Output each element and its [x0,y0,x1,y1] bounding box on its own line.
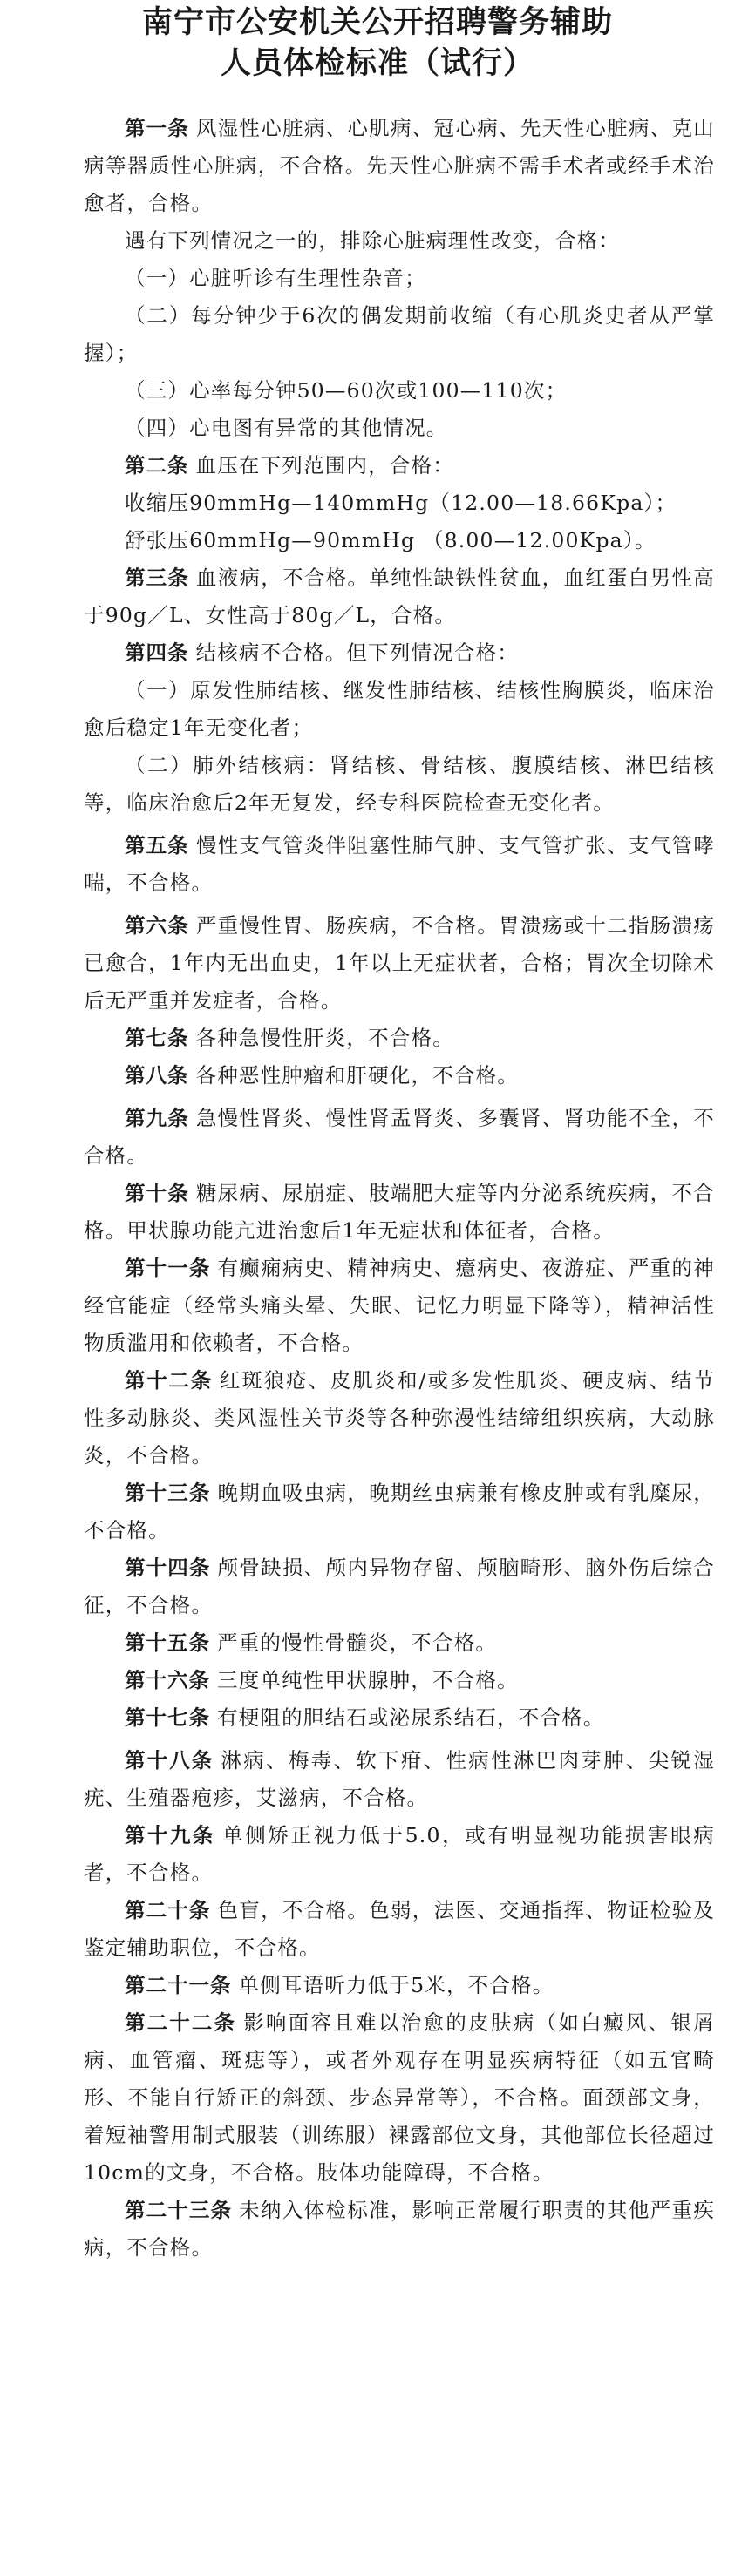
article-text: 结核病不合格。但下列情况合格： [195,641,519,665]
article-number: 第十条 [125,1181,189,1205]
article-number: 第六条 [125,913,189,938]
article-number: 第九条 [125,1106,189,1130]
article-text: 单侧矫正视力低于5.0，或有明显视功能损害眼病者，不合格。 [84,1823,716,1885]
article-text: 风湿性心脏病、心肌病、冠心病、先天性心脏病、克山病等器质性心脏病，不合格。先天性心脏病不需手术者或经手术治愈者，合格。 [84,116,715,215]
article-number: 第八条 [125,1063,189,1088]
document-body [84,110,715,2267]
article-number: 第十四条 [125,1556,211,1580]
list-paragraph [84,485,715,522]
article-text: 红斑狼疮、皮肌炎和/或多发性肌炎、硬皮病、结节性多动脉炎、类风湿性关节炎等各种弥漫性结缔组织疾病，大动脉炎，不合格。 [84,1368,715,1468]
article-paragraph [84,1549,715,1624]
article-number: 第七条 [125,1026,189,1050]
article-text: 未纳入体检标准，影响正常履行职责的其他严重疾病，不合格。 [84,2198,716,2260]
article-text: 色盲，不合格。色弱，法医、交通指挥、物证检验及鉴定辅助职位，不合格。 [84,1898,715,1960]
article-paragraph [84,1742,715,1817]
article-paragraph [84,1362,715,1474]
article-text: 有梗阻的胆结石或泌尿系结石，不合格。 [217,1705,605,1730]
article-paragraph [84,827,715,902]
article-text: 慢性支气管炎伴阻塞性肺气肿、支气管扩张、支气管哮喘，不合格。 [84,833,715,895]
article-text: 各种急慢性肝炎，不合格。 [195,1026,454,1050]
article-text: 舒张压60mmHg—90mmHg （8.00—12.00Kpa）。 [125,528,656,552]
article-number: 第十二条 [125,1368,213,1393]
list-paragraph [84,747,715,822]
article-paragraph [84,2004,715,2192]
article-number: 第一条 [125,116,189,140]
article-paragraph [84,1175,715,1250]
article-paragraph [84,1474,715,1549]
article-number: 第三条 [125,566,189,590]
article-text: 淋病、梅毒、软下疳、性病性淋巴肉芽肿、尖锐湿疣、生殖器疱疹，艾滋病，不合格。 [84,1748,715,1810]
article-paragraph [84,110,715,222]
article-text: 三度单纯性甲状腺肿，不合格。 [217,1668,519,1692]
article-text: （二）每分钟少于6次的偶发期前收缩（有心肌炎史者从严掌握）； [84,303,715,365]
article-number: 第二十三条 [125,2198,233,2222]
article-number: 第二十一条 [125,1973,232,1997]
article-text: （一）原发性肺结核、继发性肺结核、结核性胸膜炎，临床治愈后稳定1年无变化者； [84,678,715,740]
article-number: 第二十条 [125,1898,211,1922]
article-text: 影响面容且难以治愈的皮肤病（如白癜风、银屑病、血管瘤、斑痣等），或者外观存在明显疾病特征（如五官畸形、不能自行矫正的斜颈、步态异常等），不合格。面颈部文身，着短袖警用制式服装（训练服）裸露部位文身，其他部位长径超过10cm的文身，不合格。肢体功能障碍，不合格。 [84,2010,715,2185]
article-number: 第二条 [125,453,189,478]
article-text: 严重慢性胃、肠疾病，不合格。胃溃疡或十二指肠溃疡已愈合，1年内无出血史，1年以上无症状者，合格；胃次全切除术后无严重并发症者，合格。 [84,913,715,1013]
article-number: 第十七条 [125,1705,210,1730]
article-number: 第十六条 [125,1668,210,1692]
list-paragraph [84,222,715,260]
list-paragraph [84,260,715,297]
article-text: （二）肺外结核病：肾结核、骨结核、腹膜结核、淋巴结核等，临床治愈后2年无复发，经专科医院检查无变化者。 [84,753,715,815]
article-number: 第四条 [125,641,189,665]
article-text: 收缩压90mmHg—140mmHg（12.00—18.66Kpa）； [125,491,677,515]
article-text: 急慢性肾炎、慢性肾盂肾炎、多囊肾、肾功能不全，不合格。 [84,1106,715,1168]
article-paragraph [84,447,715,485]
article-text: 糖尿病、尿崩症、肢端肥大症等内分泌系统疾病，不合格。甲状腺功能亢进治愈后1年无症状和体征者，合格。 [84,1181,715,1243]
document-title [0,0,755,84]
list-paragraph [84,522,715,559]
article-text: 单侧耳语听力低于5米，不合格。 [238,1973,554,1997]
article-paragraph [84,1250,715,1362]
list-paragraph [84,672,715,747]
title-line-1: 南宁市公安机关公开招聘警务辅助 [141,4,613,40]
article-number: 第十五条 [125,1630,210,1655]
article-text: 颅骨缺损、颅内异物存留、颅脑畸形、脑外伤后综合征，不合格。 [84,1556,715,1617]
article-paragraph [84,1892,715,1967]
list-paragraph [84,297,715,372]
article-paragraph [84,1624,715,1662]
article-number: 第十八条 [125,1748,214,1773]
article-text: 严重的慢性骨髓炎，不合格。 [217,1630,498,1655]
article-paragraph [84,907,715,1020]
article-paragraph [84,1020,715,1057]
article-number: 第二十二条 [125,2010,237,2035]
article-text: 血压在下列范围内，合格： [195,453,454,478]
article-text: 血液病，不合格。单纯性缺铁性贫血，血红蛋白男性高于90g／L、女性高于80g／L，合格。 [84,566,715,627]
article-paragraph [84,1057,715,1095]
article-text: 有癫痫病史、精神病史、癔病史、夜游症、严重的神经官能症（经常头痛头晕、失眠、记忆力明显下降等），精神活性物质滥用和依赖者，不合格。 [84,1256,715,1355]
article-number: 第十一条 [125,1256,211,1280]
article-text: 遇有下列情况之一的，排除心脏病理性改变，合格： [125,228,621,253]
article-paragraph [84,1699,715,1737]
article-number: 第五条 [125,833,189,858]
article-paragraph [84,559,715,634]
title-line-2: 人员体检标准（试行） [220,45,534,81]
article-text: （三）心率每分钟50—60次或100—110次； [125,378,568,403]
article-paragraph [84,1967,715,2004]
article-paragraph [84,1817,715,1892]
article-paragraph [84,1662,715,1699]
list-paragraph [84,372,715,410]
article-text: 各种恶性肿瘤和肝硬化，不合格。 [195,1063,519,1088]
article-number: 第十九条 [125,1823,216,1847]
article-paragraph [84,2192,715,2267]
article-number: 第十三条 [125,1481,211,1505]
list-paragraph [84,410,715,447]
article-text: （四）心电图有异常的其他情况。 [125,416,448,440]
article-text: 晚期血吸虫病，晚期丝虫病兼有橡皮肿或有乳糜尿，不合格。 [84,1481,715,1542]
article-paragraph [84,634,715,672]
article-paragraph [84,1100,715,1175]
article-text: （一）心脏听诊有生理性杂音； [125,266,426,290]
